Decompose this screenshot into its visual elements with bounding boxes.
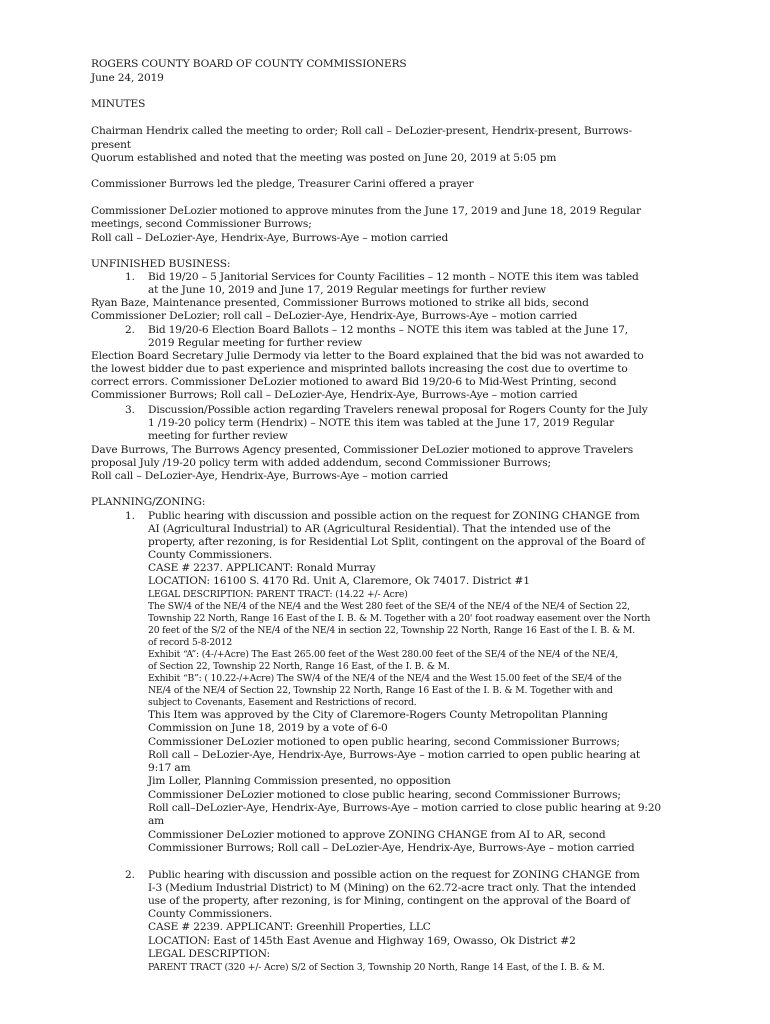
action-text: Election Board Secretary Julie Dermody via letter to the Board explained that the bid was not awarded to: [91, 350, 644, 362]
legal-line: Exhibit “A”: (4-/+Acre) The East 265.00 feet of the West 280.00 feet of the SE/4 of the NE/4 of the NE/4,: [148, 649, 619, 660]
action-text: Ryan Baze, Maintenance presented, Commissioner Burrows motioned to strike all bids, second: [91, 297, 589, 309]
minutes-title: MINUTES: [91, 98, 146, 110]
item-number: 1.: [125, 271, 135, 283]
legal-line: 20 feet of the S/2 of the NE/4 of the NE/4 in section 22, Township 22 North, Range 16 East of the I. B. & M.: [148, 625, 636, 636]
opening-line: present: [91, 139, 131, 151]
action-text: Commissioner Burrows; Roll call – DeLozier-Aye, Hendrix-Aye, Burrows-Aye – motion carried: [148, 842, 635, 854]
legal-line: subject to Covenants, Easement and Restrictions of record.: [148, 697, 417, 708]
approval-line: meetings, second Commissioner Burrows;: [91, 218, 312, 230]
legal-line: PARENT TRACT (320 +/- Acre) S/2 of Section 3, Township 20 North, Range 14 East, of the I. B. & M.: [148, 962, 605, 973]
legal-line: The SW/4 of the NE/4 of the NE/4 and the West 280 feet of the SE/4 of the NE/4 of the NE/4 of Section 22,: [148, 601, 630, 612]
agenda-item-text: property, after rezoning, is for Residential Lot Split, contingent on the approval of the Board of: [148, 536, 645, 548]
legal-line: Township 22 North, Range 16 East of the I. B. & M. Together with a 20' foot roadway easement over the North: [148, 613, 651, 624]
approval-line: Commissioner DeLozier motioned to approve minutes from the June 17, 2019 and June 18, 2019 Regular: [91, 205, 641, 217]
action-text: 9:17 am: [148, 762, 191, 774]
planning-heading: PLANNING/ZONING:: [91, 496, 206, 508]
agenda-item-text: I-3 (Medium Industrial District) to M (Mining) on the 62.72-acre tract only. That the intended: [148, 882, 637, 894]
action-text: Roll call – DeLozier-Aye, Hendrix-Aye, Burrows-Aye – motion carried to open public hearing at: [148, 749, 641, 761]
approval-line: Roll call – DeLozier-Aye, Hendrix-Aye, Burrows-Aye – motion carried: [91, 232, 449, 244]
item-number: 1.: [125, 510, 135, 522]
item-number: 2.: [125, 324, 135, 336]
legal-line: Exhibit “B”: ( 10.22-/+Acre) The SW/4 of the NE/4 of the NE/4 and the West 15.00 feet of the SE/4 of the: [148, 673, 622, 684]
legal-line: NE/4 of the NE/4 of Section 22, Township 22 North, Range 16 East of the I. B. & M. Together with and: [148, 685, 613, 696]
case-line: CASE # 2239. APPLICANT: Greenhill Properties, LLC: [148, 921, 431, 933]
action-text: Commissioner DeLozier motioned to open public hearing, second Commissioner Burrows;: [148, 736, 620, 748]
location-line: LOCATION: 16100 S. 4170 Rd. Unit A, Claremore, Ok 74017. District #1: [148, 575, 530, 587]
agenda-item-text: at the June 10, 2019 and June 17, 2019 Regular meetings for further review: [148, 284, 546, 296]
action-text: the lowest bidder due to past experience and misprinted ballots increasing the cost due to overtime to: [91, 363, 628, 375]
action-text: am: [148, 815, 165, 827]
action-text: Roll call – DeLozier-Aye, Hendrix-Aye, Burrows-Aye – motion carried: [91, 470, 449, 482]
action-text: Commissioner Burrows; Roll call – DeLozier-Aye, Hendrix-Aye, Burrows-Aye – motion carried: [91, 389, 578, 401]
action-text: Commissioner DeLozier; roll call – DeLozier-Aye, Hendrix-Aye, Burrows-Aye – motion carried: [91, 310, 578, 322]
agenda-item-text: Public hearing with discussion and possible action on the request for ZONING CHANGE from: [148, 510, 640, 522]
opening-line: Chairman Hendrix called the meeting to order; Roll call – DeLozier-present, Hendrix-present, Burrows-: [91, 125, 632, 137]
agenda-item-text: Public hearing with discussion and possible action on the request for ZONING CHANGE from: [148, 869, 640, 881]
agenda-item-text: 1 /19-20 policy term (Hendrix) – NOTE this item was tabled at the June 17, 2019 Regular: [148, 417, 615, 429]
agenda-item-text: meeting for further review: [148, 430, 288, 442]
agenda-item-text: County Commissioners.: [148, 908, 273, 920]
agenda-item-text: AI (Agricultural Industrial) to AR (Agricultural Residential). That the intended use of the: [148, 523, 611, 535]
agenda-item-text: Discussion/Possible action regarding Travelers renewal proposal for Rogers County for the July: [148, 404, 648, 416]
agenda-item-text: 2019 Regular meeting for further review: [148, 337, 363, 349]
action-text: This Item was approved by the City of Claremore-Rogers County Metropolitan Planning: [148, 709, 608, 721]
action-text: Jim Loller, Planning Commission presented, no opposition: [148, 775, 451, 787]
agenda-item-text: County Commissioners.: [148, 549, 273, 561]
action-text: Commission on June 18, 2019 by a vote of 6-0: [148, 722, 388, 734]
agenda-item-text: Bid 19/20 – 5 Janitorial Services for County Facilities – 12 month – NOTE this item was tabled: [148, 271, 639, 283]
action-text: Roll call–DeLozier-Aye, Hendrix-Aye, Burrows-Aye – motion carried to close public hearing at 9:20: [148, 802, 662, 814]
legal-line: LEGAL DESCRIPTION: PARENT TRACT: (14.22 +/- Acre): [148, 589, 408, 600]
item-number: 2.: [125, 869, 135, 881]
location-line: LOCATION: East of 145th East Avenue and Highway 169, Owasso, Ok District #2: [148, 935, 576, 947]
unfinished-heading: UNFINISHED BUSINESS:: [91, 258, 231, 270]
doc-header: ROGERS COUNTY BOARD OF COUNTY COMMISSIONERS: [91, 58, 407, 70]
legal-line: of record 5-8-2012: [148, 637, 233, 648]
agenda-item-text: Bid 19/20-6 Election Board Ballots – 12 months – NOTE this item was tabled at the June 17,: [148, 324, 628, 336]
legal-heading: LEGAL DESCRIPTION:: [148, 948, 270, 960]
action-text: Dave Burrows, The Burrows Agency presented, Commissioner DeLozier motioned to approve Travelers: [91, 444, 634, 456]
legal-line: of Section 22, Township 22 North, Range 16 East, of the I. B. & M.: [148, 661, 450, 672]
item-number: 3.: [125, 404, 135, 416]
case-line: CASE # 2237. APPLICANT: Ronald Murray: [148, 562, 376, 574]
action-text: proposal July /19-20 policy term with added addendum, second Commissioner Burrows;: [91, 457, 551, 469]
pledge-line: Commissioner Burrows led the pledge, Treasurer Carini offered a prayer: [91, 178, 474, 190]
opening-line: Quorum established and noted that the meeting was posted on June 20, 2019 at 5:05 pm: [91, 152, 557, 164]
action-text: correct errors. Commissioner DeLozier motioned to award Bid 19/20-6 to Mid-West Printing, second: [91, 376, 617, 388]
doc-date: June 24, 2019: [91, 72, 164, 84]
action-text: Commissioner DeLozier motioned to close public hearing, second Commissioner Burrows;: [148, 789, 621, 801]
agenda-item-text: use of the property, after rezoning, is for Mining, contingent on the approval of the Board of: [148, 895, 630, 907]
action-text: Commissioner DeLozier motioned to approve ZONING CHANGE from AI to AR, second: [148, 829, 606, 841]
